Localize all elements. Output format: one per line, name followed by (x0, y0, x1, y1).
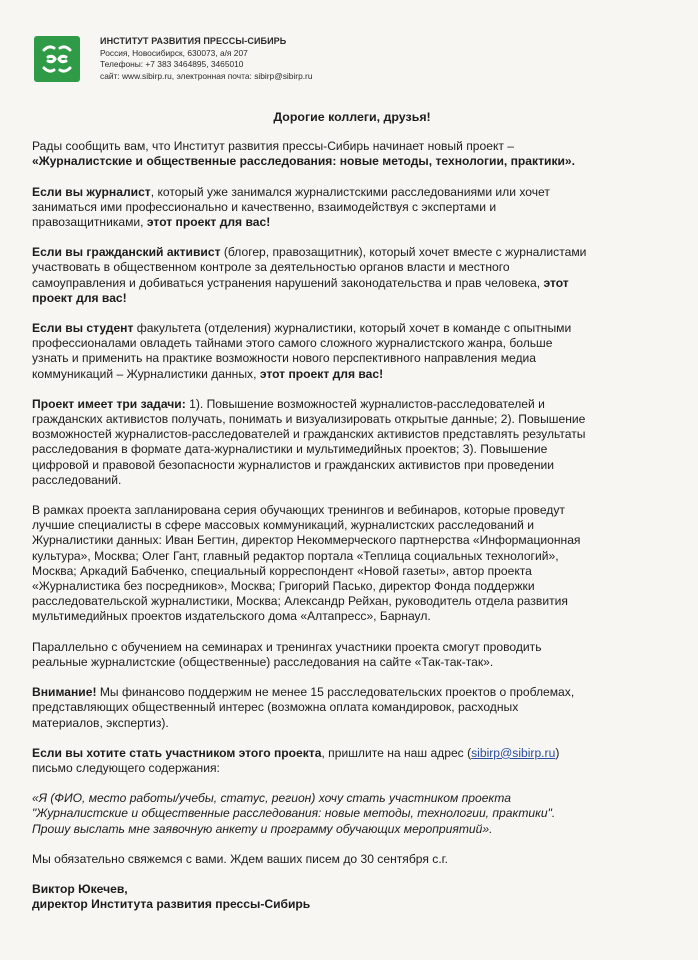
signature (32, 882, 672, 912)
org-name: ИНСТИТУТ РАЗВИТИЯ ПРЕССЫ-СИБИРЬ (100, 36, 287, 46)
intro-line-1: Рады сообщить вам, что Институт развития прессы-Сибирь начинает новый проект – (32, 139, 514, 154)
student-lead: Если вы студент (32, 321, 134, 336)
greeting: Дорогие коллеги, друзья! (273, 110, 431, 124)
intro-paragraph (32, 139, 672, 169)
letterhead (34, 36, 454, 96)
letter-body (32, 110, 672, 912)
signature-name: Виктор Юкечев, (32, 881, 128, 896)
org-contacts: сайт: www.sibirp.ru, электронная почта: sibirp@sibirp.ru (100, 70, 313, 81)
email-link[interactable]: sibirp@sibirp.ru (471, 745, 556, 760)
attention-lead: Внимание! (32, 685, 97, 700)
signature-title: директор Института развития прессы-Сибирь (32, 897, 311, 912)
journalist-paragraph: Если вы журналист, который уже занимался журналистскими расследованиями или хочет заниматься ими профессионально и качественно, взаимодействуя с экспертами и правозащитниками, этот проект для вас! (32, 184, 550, 230)
institute-logo-icon (34, 36, 80, 82)
journalist-lead: Если вы журналист (32, 184, 151, 199)
tasks-paragraph: Проект имеет три задачи: 1). Повышение возможностей журналистов-расследователей и гражданских активистов получать, понимать и визуализировать открытые данные; 2). Повышение возможностей журналистов-расследователей и гражданских активистов представлять результаты расследования в формате дата-журналистики и мультимедийных проектов; 3). Повышение цифровой и правовой безопасности журналистов и гражданских активистов при проведении расследований. (32, 396, 586, 487)
trainers-paragraph: В рамках проекта запланирована серия обучающих тренингов и вебинаров, которые проведут лучшие специалисты в сфере массовых коммуникаций, журналистских расследований и Журналистики данных: Иван Бегтин, директор Некоммерческого партнерства «Информационная культура», Москва; Олег Гант, главный редактор портала «Теплица социальных технологий», Москва; Аркадий Бабченко, специальный корреспондент «Новой газеты», автор проекта «Журналистика без посредников», Москва; Григорий Пасько, директор Фонда поддержки расследовательской журналистики, Москва; Александр Рейхан, руководитель отдела развития мультимедийных проектов издательского дома «Алтапресс», Барнаул. (32, 503, 581, 624)
tasks-lead: Проект имеет три задачи: (32, 396, 186, 411)
org-phones: Телефоны: +7 383 3464895, 3465010 (100, 59, 244, 69)
org-info (100, 36, 313, 82)
attention-paragraph: Внимание! Мы финансово поддержим не менее 15 расследовательских проектов о проблемах, представляющих общественный интерес (возможна оплата командировок, расходных материалов, экспертиз). (32, 685, 575, 730)
student-paragraph: Если вы студент факультета (отделения) журналистики, который хочет в команде с опытными профессионалами овладеть тайнами этого самого сложного журналистского жанра, больше узнать и применить на практике возможности нового перспективного направления медиа коммуникаций – Журналистики данных, этот проект для вас! (32, 321, 572, 381)
closing-paragraph: Мы обязательно свяжемся с вами. Ждем ваших писем до 30 сентября с.г. (32, 851, 448, 866)
activist-lead: Если вы гражданский активист (32, 245, 221, 260)
org-address: Россия, Новосибирск, 630073, а/я 207 (100, 47, 248, 58)
parallel-paragraph: Параллельно с обучением на семинарах и тренингах участники проекта смогут проводить реальные журналистские (общественные) расследования на сайте «Так-так-так». (32, 639, 542, 669)
apply-lead: Если вы хотите стать участником этого проекта (32, 745, 322, 760)
application-quote: «Я (ФИО, место работы/учебы, статус, регион) хочу стать участником проекта "Журналистские и общественные расследования: новые методы, технологии, практики". Прошу выслать мне заявочную анкету и программу обучающих мероприятий». (32, 791, 556, 836)
project-title: «Журналистские и общественные расследования: новые методы, технологии, практики». (32, 154, 576, 169)
activist-paragraph: Если вы гражданский активист (блогер, правозащитник), который хочет вместе с журналистами участвовать в общественном контроле за деятельностью органов власти и местного самоуправления и добиваться устранения нарушений законодательства и прав человека, этот проект для вас! (32, 245, 587, 305)
apply-paragraph: Если вы хотите стать участником этого проекта, пришлите на наш адрес (sibirp@sibirp.ru) письмо следующего содержания: (32, 745, 560, 775)
